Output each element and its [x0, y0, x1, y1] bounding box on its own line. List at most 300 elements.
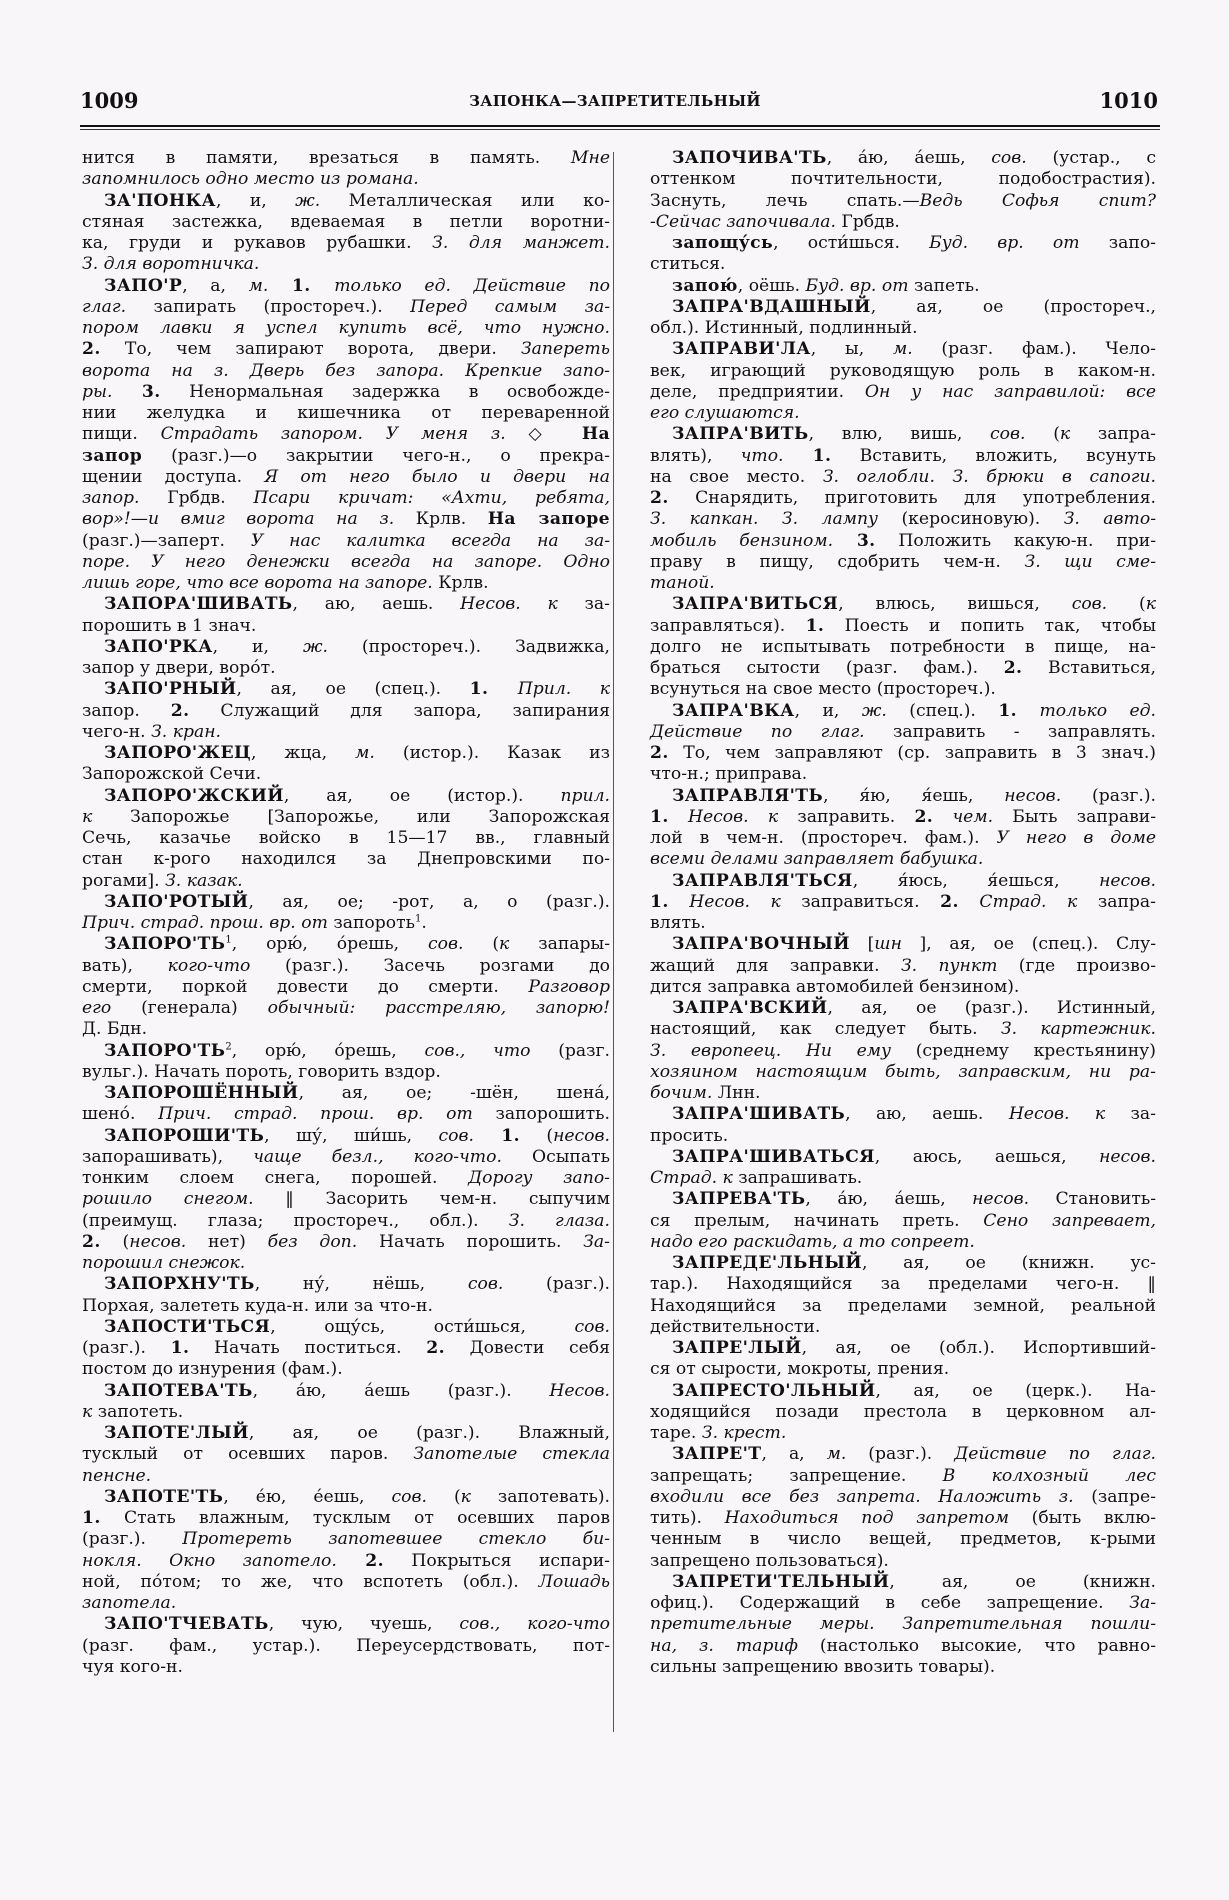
- entry-line: [82, 1508, 610, 1529]
- italic-text: Сено запревает,: [983, 1210, 1156, 1231]
- entry-line: [650, 403, 1156, 424]
- headword: 2.: [82, 339, 101, 360]
- headword: ЗАПОРО'ТЬ: [104, 1040, 226, 1061]
- headword: ЗАПОРО'ЖСКИЙ: [104, 785, 284, 806]
- body-text: Ненормальная задержка в освобожде-: [160, 381, 610, 402]
- body-text: (истор.). Казак из: [374, 743, 610, 763]
- body-text: действительности.: [650, 1316, 821, 1337]
- body-text: (разг.).: [1061, 785, 1156, 806]
- entry-line: [650, 1593, 1156, 1614]
- headword: ЗАПРЕСТО'ЛЬНЫЙ: [672, 1380, 876, 1401]
- entry-first-line: [650, 339, 1156, 360]
- body-text: , влю, вишь,: [808, 424, 991, 445]
- entry-line: [82, 764, 610, 785]
- italic-text: З. кран.: [151, 721, 222, 742]
- entry-first-line: [650, 594, 1156, 615]
- body-text: .: [421, 913, 427, 933]
- entry-line: [650, 913, 1156, 934]
- entry-line: [650, 1168, 1156, 1189]
- italic-text: м.: [248, 275, 269, 296]
- entry-first-line: [82, 1614, 610, 1635]
- body-text: век, играющий руководящую роль в каком-н.: [650, 360, 1156, 381]
- body-text: , ая, ое (обл.). Испортивший-: [801, 1338, 1156, 1358]
- entry-line: [650, 1657, 1156, 1678]
- italic-text: Лошадь: [538, 1571, 610, 1592]
- italic-text: без доп.: [267, 1231, 358, 1252]
- italic-text: несов.: [1099, 1146, 1156, 1167]
- italic-text: сов.: [391, 1486, 427, 1507]
- entry-line: [82, 1296, 610, 1317]
- entry-line: [82, 1359, 610, 1380]
- italic-text: запотела.: [82, 1593, 177, 1613]
- body-text: постом до изнурения (фам.).: [82, 1359, 343, 1380]
- right-column: [650, 148, 1156, 1678]
- body-text: Стать влажным, тусклым от осевших паров: [100, 1508, 610, 1528]
- italic-text: м.: [355, 743, 375, 763]
- entry-line: [650, 849, 1156, 870]
- body-text: просить.: [650, 1125, 729, 1146]
- entry-line: [82, 509, 610, 530]
- body-text: , ая, ое (разг.). Истинный,: [827, 998, 1156, 1018]
- entry-line: [82, 1211, 610, 1232]
- body-text: ], ая, ое (спец.). Слу-: [901, 934, 1156, 955]
- italic-text: глаг.: [82, 296, 127, 317]
- headword: ЗАПОРО'ЖЕЦ: [104, 743, 252, 763]
- entry-line: [82, 1551, 610, 1572]
- italic-text: З. для воротничка.: [82, 254, 260, 275]
- headword: 2.: [426, 1338, 445, 1358]
- entry-line: [82, 849, 610, 870]
- italic-text: Страд. к: [958, 891, 1078, 912]
- entry-first-line: [650, 1147, 1156, 1168]
- italic-text: Буд. вр. от: [805, 275, 909, 296]
- italic-text: Разговор: [528, 976, 610, 997]
- entry-line: [82, 424, 610, 445]
- headword: 1.: [473, 1125, 520, 1146]
- headword: ЗАПРАВИ'ЛА: [672, 339, 811, 360]
- entry-line: [650, 1317, 1156, 1338]
- entry-line: [650, 1126, 1156, 1147]
- entry-line: [650, 1551, 1156, 1572]
- headword: 2.: [336, 1550, 384, 1571]
- headword: ЗАПОРХНУ'ТЬ: [104, 1274, 255, 1295]
- italic-text: запор.: [82, 488, 140, 508]
- headword: ЗАПО'ТЧЕВАТЬ: [104, 1614, 269, 1635]
- entry-line: [650, 509, 1156, 530]
- entry-first-line: [82, 1083, 610, 1104]
- headword: ЗАПРА'ВОЧНЫЙ: [672, 934, 850, 955]
- headword: 2.: [650, 743, 669, 763]
- italic-text: З. оглобли. З. брюки в сапоги.: [822, 466, 1156, 487]
- italic-text: З. европеец. Ни ему: [650, 1040, 892, 1061]
- entry-line: [650, 1402, 1156, 1423]
- entry-first-line: [650, 424, 1156, 445]
- entry-line: [650, 1636, 1156, 1657]
- italic-text: Я от него было и двери на: [264, 466, 610, 487]
- italic-text: прил.: [560, 785, 610, 806]
- body-text: стяная застежка, вдеваемая в петли воротни-: [82, 211, 610, 232]
- body-text: (: [100, 1231, 130, 1252]
- body-text: Запорожье [Запорожье, или Запорожская: [92, 806, 610, 827]
- body-text: ка, груди и рукавов рубашки.: [82, 233, 433, 253]
- body-text: , аю, аешь.: [292, 594, 461, 615]
- entry-first-line: [650, 1189, 1156, 1210]
- body-text: , ая, ое (простореч.,: [870, 296, 1156, 317]
- italic-text: несов.: [972, 1189, 1030, 1210]
- headword: 1.: [170, 1338, 190, 1358]
- italic-text: сов., кого-что: [459, 1614, 610, 1635]
- body-text: влять.: [650, 913, 706, 933]
- body-text: , и,: [215, 190, 296, 211]
- entry-line: [650, 1296, 1156, 1317]
- italic-text: таной.: [650, 573, 715, 593]
- italic-text: У нас калитка всегда на за-: [250, 530, 610, 551]
- entry-line: [82, 1232, 610, 1253]
- headword: На: [581, 424, 610, 445]
- headword: ЗАПО'РКА: [104, 636, 213, 657]
- body-text: нится в памяти, врезаться в память.: [82, 148, 571, 168]
- italic-text: Мне: [570, 148, 610, 168]
- body-text: Металлическая или ко-: [320, 190, 610, 211]
- italic-text: сов.: [427, 934, 464, 955]
- body-text: запор.: [82, 700, 171, 721]
- body-text: таре.: [650, 1423, 702, 1443]
- body-text: (: [519, 1125, 554, 1146]
- page-header: [70, 88, 1160, 128]
- entry-first-line: [82, 1274, 610, 1295]
- italic-text: всеми делами заправляет бабушка.: [650, 849, 984, 870]
- entry-first-line: [650, 934, 1156, 955]
- body-text: ститься.: [650, 254, 726, 275]
- headword: ЗАПРА'ВСКИЙ: [672, 998, 828, 1018]
- italic-text: поре. У него денежки всегда на запоре. Одно: [82, 551, 610, 572]
- homonym-superscript: 2: [225, 1040, 232, 1052]
- italic-text: Действие по глаг.: [954, 1444, 1156, 1465]
- italic-text: В колхозный лес: [942, 1465, 1156, 1486]
- entry-line: [82, 467, 610, 488]
- entry-line: [82, 339, 610, 360]
- entry-first-line: [82, 1126, 610, 1147]
- body-text: долго не испытывать потребности в пище, на-: [650, 636, 1156, 657]
- italic-text: надо его раскидать, а то сопреет.: [650, 1231, 975, 1252]
- italic-text: сов.: [991, 148, 1027, 168]
- entry-line: [82, 1019, 610, 1040]
- body-text: вать),: [82, 955, 168, 976]
- italic-text: Несов.: [549, 1380, 610, 1401]
- italic-text: сов., что: [424, 1040, 531, 1061]
- body-text: (преимущ. глаза; простореч., обл.).: [82, 1210, 509, 1231]
- entry-line: [82, 233, 610, 254]
- body-text: (разг. фам., устар.). Переусердствовать, пот-: [82, 1635, 610, 1656]
- italic-text: З. казак.: [165, 870, 243, 891]
- body-text: что-н.; приправа.: [650, 764, 808, 785]
- headword: ЗАПОТЕВА'ТЬ: [104, 1380, 253, 1401]
- italic-text: мобиль бензином.: [650, 530, 834, 551]
- italic-text: -Сейчас започивала.: [650, 211, 836, 232]
- body-text: Вставиться,: [1022, 658, 1157, 678]
- entry-first-line: [82, 892, 610, 913]
- entry-line: [650, 1508, 1156, 1529]
- italic-text: У него в доме: [996, 828, 1156, 848]
- headword: ЗАПРЕТИ'ТЕЛЬНЫЙ: [672, 1571, 890, 1592]
- entry-line: [650, 1423, 1156, 1444]
- italic-text: Ведь Софья спит?: [919, 190, 1157, 211]
- italic-text: Запереть: [520, 339, 610, 360]
- entry-line: [82, 658, 610, 679]
- italic-text: несов.: [553, 1125, 610, 1146]
- headword: ЗА'ПОНКА: [104, 190, 216, 211]
- entry-first-line: [82, 191, 610, 212]
- body-text: , я́юсь, я́ешься,: [852, 870, 1100, 891]
- italic-text: З. глаза.: [508, 1210, 610, 1231]
- italic-text: к: [82, 806, 93, 827]
- body-text: Покрыться испари-: [383, 1550, 610, 1571]
- body-text: (разг.).: [846, 1444, 955, 1465]
- body-text: , ая, ое (разг.). Влажный,: [248, 1423, 610, 1443]
- entry-first-line: [650, 871, 1156, 892]
- entry-line: [82, 297, 610, 318]
- italic-text: Запотелые стекла: [413, 1444, 610, 1465]
- entry-line: [650, 977, 1156, 998]
- italic-text: Несов. к: [1008, 1104, 1106, 1125]
- body-text: запеть.: [908, 275, 980, 296]
- body-text: рогами].: [82, 870, 166, 891]
- italic-text: Протереть запотевшее стекло би-: [182, 1529, 610, 1550]
- homonym-superscript: 1: [415, 913, 422, 925]
- entry-line: [650, 1232, 1156, 1253]
- entry-line: [82, 956, 610, 977]
- italic-text: пенсне.: [82, 1465, 152, 1486]
- italic-text: хозяином настоящим быть, заправским, ни ра-: [650, 1061, 1156, 1082]
- italic-text: Буд. вр. от: [929, 233, 1080, 253]
- headword: ЗАПРАВЛЯ'ТЬ: [672, 785, 824, 806]
- entry-line: [650, 616, 1156, 637]
- entry-line: [82, 382, 610, 403]
- body-text: Лнн.: [712, 1083, 761, 1103]
- body-text: , ая, ое (книжн. ус-: [862, 1253, 1156, 1273]
- headword: ЗАПРА'ШИВАТЬ: [672, 1104, 846, 1125]
- body-text: , ая, ое; -шён, шена́,: [298, 1083, 610, 1103]
- entry-first-line: [650, 1444, 1156, 1465]
- body-text: Крлв.: [394, 509, 488, 530]
- entry-line: [82, 573, 610, 594]
- headword: ЗАПРА'ВДАШНЫЙ: [672, 296, 871, 317]
- body-text: (: [1025, 424, 1060, 445]
- italic-text: Прич. страд. прош. вр. от: [82, 913, 328, 933]
- italic-text: За-: [583, 1231, 610, 1252]
- body-text: пищи.: [82, 424, 161, 445]
- entry-line: [650, 1019, 1156, 1040]
- entry-line: [82, 871, 610, 892]
- body-text: (разг.)—заперт.: [82, 530, 251, 551]
- body-text: Порхая, залететь куда-н. или за что-н.: [82, 1295, 433, 1316]
- entry-line: [82, 828, 610, 849]
- body-text: , а́ю, а́ешь (разг.).: [252, 1380, 550, 1401]
- headword: 1.: [805, 615, 825, 636]
- body-text: (устар., с: [1026, 148, 1156, 168]
- italic-text: З. пункт: [900, 955, 998, 976]
- entry-line: [650, 531, 1156, 552]
- entry-line: [650, 1083, 1156, 1104]
- body-text: Заснуть, лечь спать.—: [650, 190, 920, 211]
- body-text: запороть: [327, 913, 415, 933]
- headword: ЗАПОЧИВА'ТЬ: [672, 148, 827, 168]
- italic-text: м.: [892, 339, 913, 360]
- entry-line: [82, 361, 610, 382]
- entry-line: [650, 361, 1156, 382]
- headword: ЗАПО'РНЫЙ: [104, 679, 237, 700]
- body-text: чего-н.: [82, 721, 152, 742]
- headword: запор: [82, 445, 143, 466]
- body-text: (генерала): [111, 998, 268, 1018]
- body-text: тонким слоем снега, порошей.: [82, 1168, 469, 1188]
- page-number-left: 1009: [80, 88, 139, 113]
- entry-first-line: [650, 1338, 1156, 1359]
- entry-first-line: [82, 743, 610, 764]
- entry-line: [82, 701, 610, 722]
- entry-line: [82, 148, 610, 169]
- entry-first-line: [82, 1041, 610, 1062]
- italic-text: к: [82, 1401, 93, 1422]
- body-text: (разг.).: [503, 1274, 611, 1295]
- body-text: Вставить, вложить, всунуть: [831, 445, 1156, 466]
- body-text: То, чем заправляют (ср. заправить в 3 знач.): [668, 743, 1156, 763]
- body-text: , ну́, нёшь,: [254, 1274, 468, 1295]
- body-text: Быть заправи-: [993, 806, 1157, 827]
- body-text: Поесть и попить так, чтобы: [824, 615, 1157, 636]
- italic-text: З. авто-: [1063, 509, 1157, 530]
- headword: 1.: [268, 275, 335, 296]
- entry-line: [82, 1168, 610, 1189]
- entry-line: [82, 552, 610, 573]
- body-text: , а,: [182, 275, 249, 296]
- entry-line: [82, 1402, 610, 1423]
- body-text: , ая, ое (истор.).: [283, 785, 561, 806]
- entry-line: [650, 1487, 1156, 1508]
- body-text: , жца,: [251, 743, 356, 763]
- body-text: обл.). Истинный, подлинный.: [650, 318, 918, 338]
- italic-text: Несов. к: [668, 806, 779, 827]
- entry-first-line: [650, 276, 1156, 297]
- italic-text: несов.: [1099, 870, 1156, 891]
- italic-text: Дорогу запо-: [468, 1168, 610, 1188]
- entry-line: [82, 531, 610, 552]
- body-text: Д. Бдн.: [82, 1019, 148, 1040]
- body-text: на свое место.: [650, 466, 823, 487]
- entry-line: [82, 318, 610, 339]
- headword: запощу́сь: [672, 233, 774, 253]
- italic-text: З. капкан. З. лампу: [650, 509, 879, 530]
- body-text: Осыпать: [501, 1146, 610, 1167]
- body-text: (спец.).: [886, 700, 999, 721]
- italic-text: пором лавки я успел купить всё, что нужно.: [82, 318, 610, 338]
- italic-text: запомнилось одно место из романа.: [82, 169, 419, 190]
- body-text: Положить какую-н. при-: [875, 530, 1156, 551]
- entry-line: [82, 1466, 610, 1487]
- body-text: , влюсь, вишься,: [838, 594, 1072, 615]
- entry-line: [82, 1062, 610, 1083]
- italic-text: к: [460, 1486, 471, 1507]
- entry-first-line: [650, 786, 1156, 807]
- italic-text: Прич. страд. прош. вр. от: [158, 1104, 473, 1125]
- body-text: жащий для заправки.: [650, 955, 901, 976]
- entry-first-line: [82, 1381, 610, 1402]
- column-divider: [613, 152, 614, 1732]
- body-text: , оёшь.: [737, 275, 806, 296]
- italic-text: что.: [740, 445, 784, 466]
- body-text: (: [426, 1486, 461, 1507]
- entry-line: [650, 552, 1156, 573]
- entry-line: [650, 318, 1156, 339]
- headword: ЗАПОРО'ТЬ: [104, 934, 226, 955]
- header-rule: [80, 125, 1160, 127]
- entry-line: [650, 254, 1156, 275]
- body-text: (разг.).: [82, 1338, 171, 1358]
- body-text: за-: [557, 594, 610, 615]
- headword: На запоре: [487, 509, 610, 530]
- body-text: деле, предприятии.: [650, 381, 865, 402]
- headword: 1.: [650, 891, 669, 912]
- body-text: стан к-рого находился за Днепровскими по-: [82, 849, 610, 870]
- headword: 2.: [914, 806, 934, 827]
- entry-line: [82, 616, 610, 637]
- body-text: щении доступа.: [82, 466, 265, 487]
- body-text: То, чем запирают ворота, двери.: [100, 339, 521, 360]
- headword: ЗАПО'РОТЫЙ: [104, 891, 249, 912]
- headword: 2.: [940, 891, 959, 912]
- entry-line: [82, 1147, 610, 1168]
- entry-line: [82, 254, 610, 275]
- body-text: ‖ Засорить чем-н. сыпучим: [253, 1189, 610, 1210]
- entry-line: [650, 1529, 1156, 1550]
- entry-line: [650, 764, 1156, 785]
- italic-text: За-: [1129, 1593, 1156, 1613]
- entry-line: [650, 446, 1156, 467]
- headword: запою́: [672, 275, 738, 296]
- italic-text: порошил снежок.: [82, 1253, 246, 1273]
- body-text: , а,: [761, 1444, 827, 1465]
- body-text: , орю́, о́решь,: [231, 1040, 425, 1061]
- italic-text: Прил. к: [517, 679, 610, 700]
- headword: 3.: [112, 381, 161, 402]
- italic-text: З. крест.: [701, 1423, 787, 1443]
- body-text: , ая, ое (церк.). На-: [875, 1380, 1156, 1401]
- entry-line: [650, 1274, 1156, 1295]
- italic-text: кого-что: [167, 955, 251, 976]
- entry-first-line: [82, 276, 610, 297]
- entry-first-line: [650, 1572, 1156, 1593]
- italic-text: сов.: [574, 1316, 610, 1337]
- left-column: [82, 148, 610, 1678]
- italic-text: нокля. Окно запотело.: [82, 1550, 337, 1571]
- headword: 2.: [1003, 658, 1023, 678]
- body-text: , ая, ое (спец.).: [236, 679, 470, 700]
- headword: 1.: [998, 700, 1018, 721]
- italic-text: Перед самым за-: [410, 296, 610, 317]
- italic-text: бочим.: [650, 1083, 713, 1103]
- body-text: Снарядить, приготовить для употребления.: [668, 488, 1156, 508]
- body-text: , аюсь, аешься,: [874, 1146, 1100, 1167]
- italic-text: шн: [874, 934, 902, 955]
- entry-line: [82, 488, 610, 509]
- entry-line: [650, 743, 1156, 764]
- entry-line: [650, 1359, 1156, 1380]
- italic-text: его слушаются.: [650, 403, 800, 423]
- headword: ЗАПОСТИ'ТЬСЯ: [104, 1316, 271, 1337]
- entry-line: [650, 467, 1156, 488]
- body-text: (керосиновую).: [878, 509, 1064, 530]
- entry-first-line: [650, 1381, 1156, 1402]
